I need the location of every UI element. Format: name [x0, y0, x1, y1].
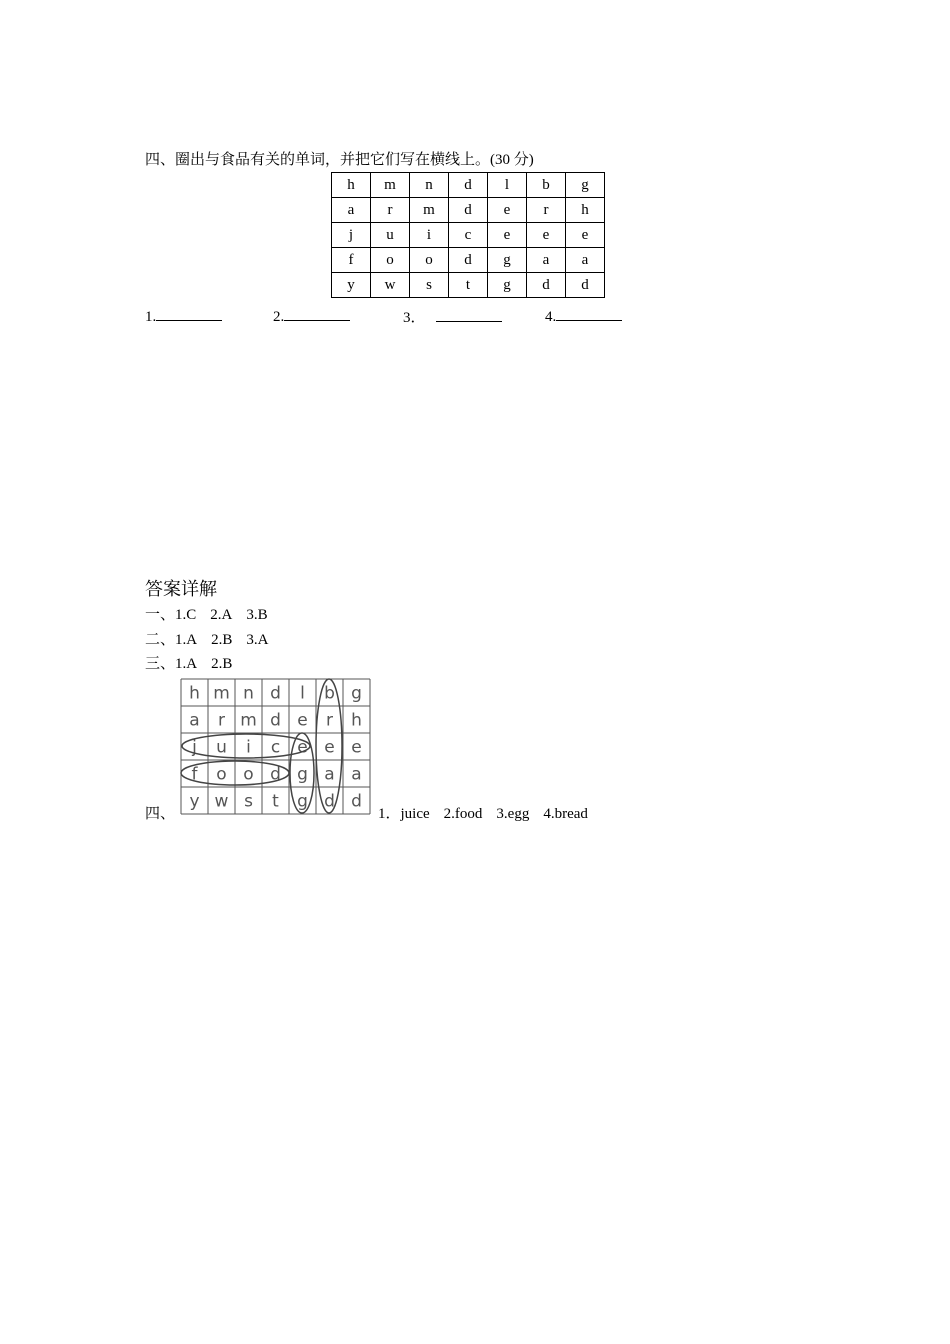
answer-item: 4.bread — [543, 806, 588, 822]
grid-cell[interactable]: d — [449, 198, 488, 223]
grid-cell[interactable]: a — [332, 198, 371, 223]
grid-cell[interactable]: l — [488, 173, 527, 198]
grid-cell[interactable]: h — [566, 198, 605, 223]
grid-cell[interactable]: y — [332, 273, 371, 298]
grid-letter: d — [270, 764, 281, 785]
grid-letter: u — [216, 737, 227, 758]
grid-cell[interactable]: c — [449, 223, 488, 248]
answer-item: 3.B — [246, 607, 268, 623]
blank-label: 1. — [145, 309, 157, 325]
blank-4 — [545, 306, 622, 326]
answer-line[interactable] — [284, 306, 350, 321]
answer-item: 2.B — [211, 656, 233, 672]
grid-letter: d — [324, 791, 335, 812]
grid-letter: d — [351, 791, 362, 812]
blank-1 — [145, 306, 222, 326]
grid-letter: e — [297, 710, 308, 731]
grid-letter: n — [243, 683, 254, 704]
grid-row — [332, 173, 605, 198]
answer-prefix: 一、 — [145, 607, 176, 623]
grid-letter: h — [351, 710, 362, 731]
grid-cell[interactable]: r — [527, 198, 566, 223]
answer-item: 1.A — [175, 632, 198, 648]
answers-title: 答案详解 — [145, 579, 217, 600]
grid-letter: m — [240, 710, 257, 731]
grid-cell[interactable]: u — [371, 223, 410, 248]
grid-letter: d — [270, 710, 281, 731]
grid-cell[interactable]: d — [527, 273, 566, 298]
grid-cell[interactable]: m — [371, 173, 410, 198]
answer-item: 3.egg — [496, 806, 530, 822]
grid-letter: i — [246, 737, 251, 758]
grid-letter: o — [216, 764, 227, 785]
grid-row — [332, 223, 605, 248]
blank-3 — [403, 306, 502, 327]
grid-letter: g — [351, 683, 362, 704]
grid-cell[interactable]: e — [488, 223, 527, 248]
blank-2 — [273, 306, 350, 326]
grid-letter: l — [300, 683, 305, 704]
grid-letter: m — [213, 683, 230, 704]
grid-cell[interactable]: w — [371, 273, 410, 298]
blank-label: 3． — [403, 310, 426, 326]
answer-item: 3.A — [246, 632, 269, 648]
grid-cell[interactable]: n — [410, 173, 449, 198]
grid-cell[interactable]: o — [410, 248, 449, 273]
answer-item: 2.A — [210, 607, 233, 623]
grid-letter: g — [297, 764, 308, 785]
grid-letter: a — [189, 710, 200, 731]
grid-cell[interactable]: b — [527, 173, 566, 198]
grid-letter: s — [244, 791, 253, 812]
grid-cell[interactable]: d — [449, 173, 488, 198]
grid-cell[interactable]: e — [527, 223, 566, 248]
answer-prefix: 三、 — [145, 656, 176, 672]
grid-cell[interactable]: m — [410, 198, 449, 223]
grid-letter: r — [326, 710, 333, 731]
answer-line[interactable] — [156, 306, 222, 321]
grid-letter: c — [270, 737, 281, 758]
grid-letter: b — [324, 683, 335, 704]
grid-cell[interactable]: i — [410, 223, 449, 248]
answer-prefix: 二、 — [145, 632, 176, 648]
grid-letter: f — [191, 764, 198, 785]
answer-row-1 — [145, 603, 282, 624]
grid-letter: e — [324, 737, 335, 758]
grid-letter: a — [351, 764, 362, 785]
grid-letter: w — [214, 791, 229, 812]
grid-cell[interactable]: r — [371, 198, 410, 223]
grid-letter: y — [189, 791, 200, 812]
grid-cell[interactable]: j — [332, 223, 371, 248]
grid-cell[interactable]: e — [566, 223, 605, 248]
blank-label: 4. — [545, 309, 557, 325]
grid-letter: e — [351, 737, 362, 758]
answer-row-3 — [145, 652, 246, 673]
grid-cell[interactable]: a — [527, 248, 566, 273]
grid-row — [332, 198, 605, 223]
grid-cell[interactable]: s — [410, 273, 449, 298]
grid-letter: g — [297, 791, 308, 812]
grid-letter: r — [218, 710, 225, 731]
grid-cell[interactable]: h — [332, 173, 371, 198]
grid-letter: a — [324, 764, 335, 785]
answer-item: 1.A — [175, 656, 198, 672]
grid-cell[interactable]: d — [449, 248, 488, 273]
grid-cell[interactable]: d — [566, 273, 605, 298]
grid-row — [332, 273, 605, 298]
question-title: 四、圈出与食品有关的单词，并把它们写在横线上。(30 分) — [145, 152, 534, 168]
answer-item: 2.B — [211, 632, 233, 648]
grid-cell[interactable]: f — [332, 248, 371, 273]
word-search-grid — [331, 172, 605, 298]
grid-cell[interactable]: t — [449, 273, 488, 298]
grid-cell[interactable]: g — [566, 173, 605, 198]
grid-cell[interactable]: e — [488, 198, 527, 223]
grid-letter: d — [270, 683, 281, 704]
grid-letter: o — [243, 764, 254, 785]
grid-letter: t — [272, 791, 279, 812]
answer-4-words — [378, 802, 602, 823]
answer-line[interactable] — [436, 307, 502, 322]
answer-item: 2.food — [443, 806, 483, 822]
answer-item: 1.C — [175, 607, 197, 623]
grid-letter: e — [297, 737, 308, 758]
grid-letter: h — [189, 683, 200, 704]
grid-row — [332, 248, 605, 273]
answer-row-2 — [145, 628, 282, 649]
grid-letter: j — [192, 737, 197, 758]
answer-grid-image — [180, 678, 372, 816]
grid-cell[interactable]: g — [488, 248, 527, 273]
answer-4-prefix: 四、 — [145, 806, 176, 822]
grid-cell[interactable]: o — [371, 248, 410, 273]
answer-line[interactable] — [556, 306, 622, 321]
grid-cell[interactable]: g — [488, 273, 527, 298]
answer-item: 1．juice — [378, 806, 430, 822]
blank-label: 2. — [273, 309, 285, 325]
grid-cell[interactable]: a — [566, 248, 605, 273]
